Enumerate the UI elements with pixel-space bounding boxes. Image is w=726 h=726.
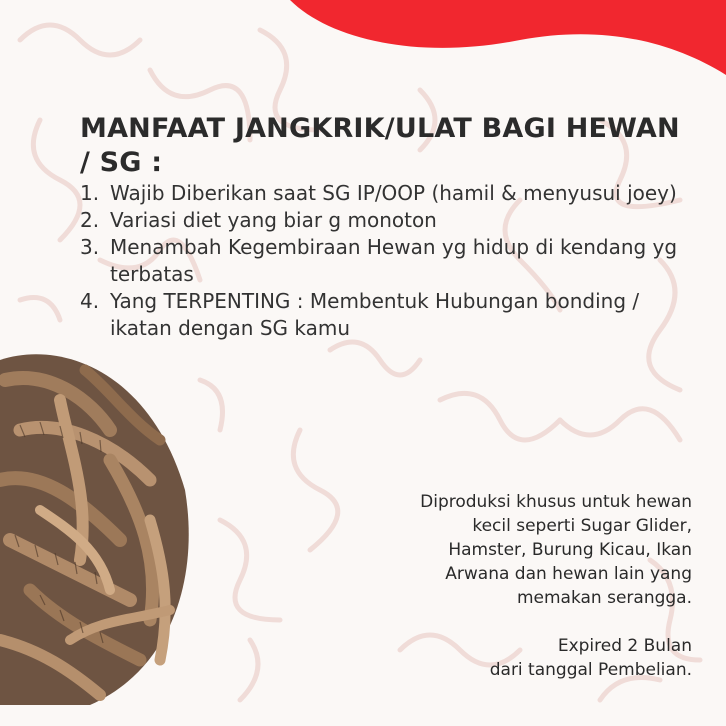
description-line: kecil seperti Sugar Glider, [472, 516, 692, 536]
expiry-line: dari tanggal Pembelian. [489, 660, 692, 680]
expiry-line: Expired 2 Bulan [557, 636, 692, 656]
list-item-text: Menambah Kegembiraan Hewan yg hidup di kendang yg terbatas [110, 235, 678, 286]
description-line: Hamster, Burung Kicau, Ikan [448, 540, 692, 560]
list-item-text: Variasi diet yang biar g monoton [110, 208, 437, 232]
list-item-number: 1. [80, 181, 100, 205]
list-item-number: 4. [80, 289, 100, 313]
dried-worms-image [0, 340, 200, 710]
benefits-list [80, 180, 680, 342]
description-line: Diproduksi khusus untuk hewan [420, 492, 692, 512]
list-item [80, 288, 680, 342]
page-title: MANFAAT JANGKRIK/ULAT BAGI HEWAN / SG : [80, 113, 680, 178]
list-item [80, 234, 680, 288]
list-item-number: 3. [80, 235, 100, 259]
product-description [312, 490, 692, 682]
list-item-number: 2. [80, 208, 100, 232]
list-item [80, 180, 680, 207]
list-item-text: Wajib Diberikan saat SG IP/OOP (hamil & menyusui joey) [110, 181, 677, 205]
list-item-text: Yang TERPENTING : Membentuk Hubungan bonding / ikatan dengan SG kamu [110, 289, 640, 340]
description-line: Arwana dan hewan lain yang [445, 564, 692, 584]
list-item [80, 207, 680, 234]
description-line: memakan serangga. [516, 588, 692, 608]
